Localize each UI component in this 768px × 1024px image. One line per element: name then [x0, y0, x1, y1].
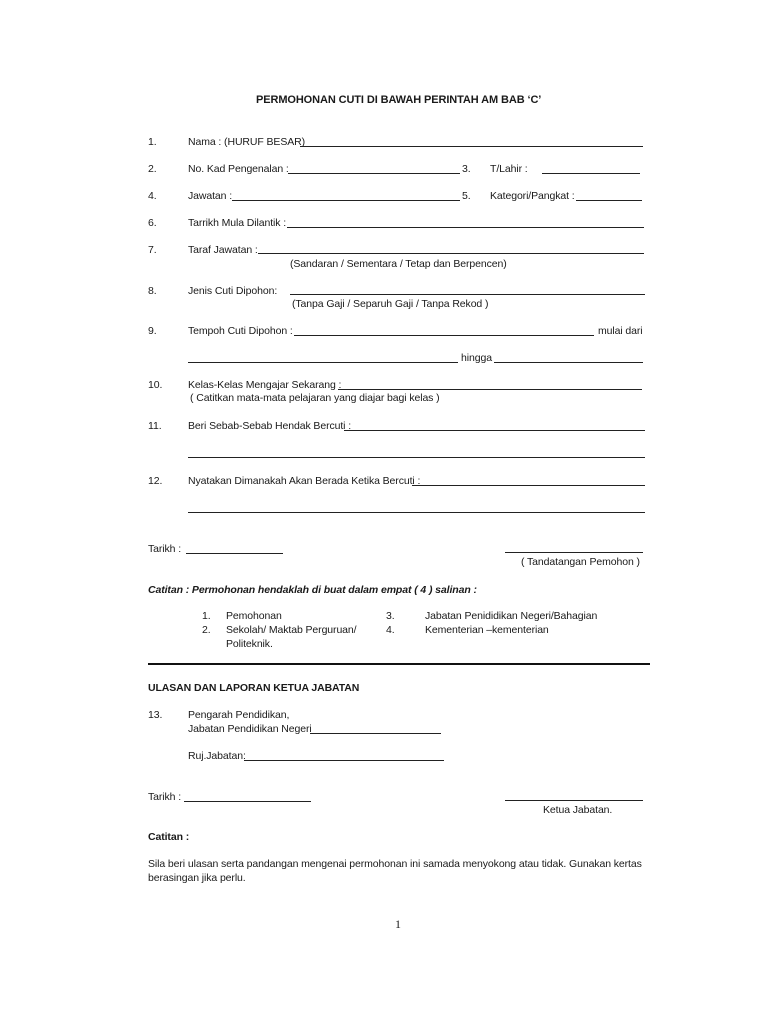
pengarah-label: Pengarah Pendidikan, [188, 709, 290, 721]
section-divider [148, 663, 650, 665]
ketua-signature-line[interactable] [505, 800, 643, 801]
item-number-1: 1. [148, 136, 157, 148]
item-number-7: 7. [148, 244, 157, 256]
sebab-field[interactable] [344, 430, 645, 431]
signature-line[interactable] [505, 552, 643, 553]
copy-2b: Politeknik. [226, 638, 273, 650]
hingga-field[interactable] [494, 362, 643, 363]
tempoh-cuti-field[interactable] [294, 335, 594, 336]
mulai-dari-label: mulai dari [598, 325, 643, 337]
copy-4: Kementerian –kementerian [425, 624, 549, 636]
hingga-label: hingga [461, 352, 492, 364]
nama-label: Nama : (HURUF BESAR) [188, 136, 306, 148]
mulai-dari-field[interactable] [188, 362, 458, 363]
jabatan-negeri-label: Jabatan Pendidikan Negeri [188, 723, 312, 735]
catitan-note-line-2: berasingan jika perlu. [148, 872, 246, 884]
tlahir-label: T/Lahir : [490, 163, 528, 175]
signature-label: ( Tandatangan Pemohon ) [521, 556, 640, 568]
item-number-8: 8. [148, 285, 157, 297]
lokasi-cuti-field-line-2[interactable] [188, 512, 645, 513]
item-number-6: 6. [148, 217, 157, 229]
taraf-jawatan-hint: (Sandaran / Sementara / Tetap dan Berpencen) [290, 258, 507, 270]
tempoh-cuti-label: Tempoh Cuti Dipohon : [188, 325, 293, 337]
kelas-label: Kelas-Kelas Mengajar Sekarang : [188, 379, 342, 391]
form-title: PERMOHONAN CUTI DI BAWAH PERINTAH AM BAB ‘C’ [256, 94, 542, 106]
item-number-13: 13. [148, 709, 163, 721]
jenis-cuti-label: Jenis Cuti Dipohon: [188, 285, 278, 297]
tarikh-dilantik-field[interactable] [287, 227, 644, 228]
jenis-cuti-hint: (Tanpa Gaji / Separuh Gaji / Tanpa Rekod ) [292, 298, 489, 310]
item-number-2: 2. [148, 163, 157, 175]
sebab-field-line-2[interactable] [188, 457, 645, 458]
catitan-heading: Catitan : [148, 831, 190, 843]
item-number-9: 9. [148, 325, 157, 337]
copy-3: Jabatan Penididikan Negeri/Bahagian [425, 610, 598, 622]
tarikh-label: Tarikh : [148, 543, 182, 555]
jabatan-negeri-field[interactable] [310, 733, 441, 734]
tarikh-field[interactable] [186, 553, 283, 554]
kelas-field[interactable] [338, 389, 642, 390]
item-number-10: 10. [148, 379, 163, 391]
catitan-note-line-1: Sila beri ulasan serta pandangan mengenai permohonan ini samada menyokong atau tidak. Gunakan kertas [148, 858, 642, 870]
page-number: 1 [395, 917, 401, 931]
section2-tarikh-field[interactable] [184, 801, 311, 802]
lokasi-cuti-field[interactable] [412, 485, 645, 486]
kategori-field[interactable] [576, 200, 642, 201]
ic-field[interactable] [288, 173, 460, 174]
jawatan-label: Jawatan : [188, 190, 233, 202]
copy-number-4: 4. [386, 624, 395, 636]
jenis-cuti-field[interactable] [290, 294, 645, 295]
copies-note: Catitan : Permohonan hendaklah di buat dalam empat ( 4 ) salinan : [148, 584, 477, 596]
tarikh-dilantik-label: Tarrikh Mula Dilantik : [188, 217, 287, 229]
item-number-12: 12. [148, 475, 163, 487]
copy-number-2: 2. [202, 624, 211, 636]
section2-heading: ULASAN DAN LAPORAN KETUA JABATAN [148, 682, 360, 694]
ketua-jabatan-label: Ketua Jabatan. [543, 804, 613, 816]
kelas-hint: ( Catitkan mata-mata pelajaran yang diajar bagi kelas ) [190, 392, 440, 404]
ic-label: No. Kad Pengenalan : [188, 163, 289, 175]
ruj-jabatan-field[interactable] [244, 760, 444, 761]
ruj-jabatan-label: Ruj.Jabatan: [188, 750, 246, 762]
item-number-3: 3. [462, 163, 471, 175]
copy-number-3: 3. [386, 610, 395, 622]
kategori-label: Kategori/Pangkat : [490, 190, 575, 202]
jawatan-field[interactable] [232, 200, 460, 201]
nama-field[interactable] [300, 146, 643, 147]
copy-1: Pemohonan [226, 610, 282, 622]
section2-tarikh-label: Tarikh : [148, 791, 182, 803]
item-number-4: 4. [148, 190, 157, 202]
copy-number-1: 1. [202, 610, 211, 622]
item-number-11: 11. [148, 420, 162, 432]
tlahir-field[interactable] [542, 173, 640, 174]
taraf-jawatan-field[interactable] [258, 253, 644, 254]
copy-2a: Sekolah/ Maktab Perguruan/ [226, 624, 357, 636]
item-number-5: 5. [462, 190, 471, 202]
lokasi-cuti-label: Nyatakan Dimanakah Akan Berada Ketika Bercuti : [188, 475, 421, 487]
sebab-label: Beri Sebab-Sebab Hendak Bercuti : [188, 420, 352, 432]
taraf-jawatan-label: Taraf Jawatan : [188, 244, 258, 256]
